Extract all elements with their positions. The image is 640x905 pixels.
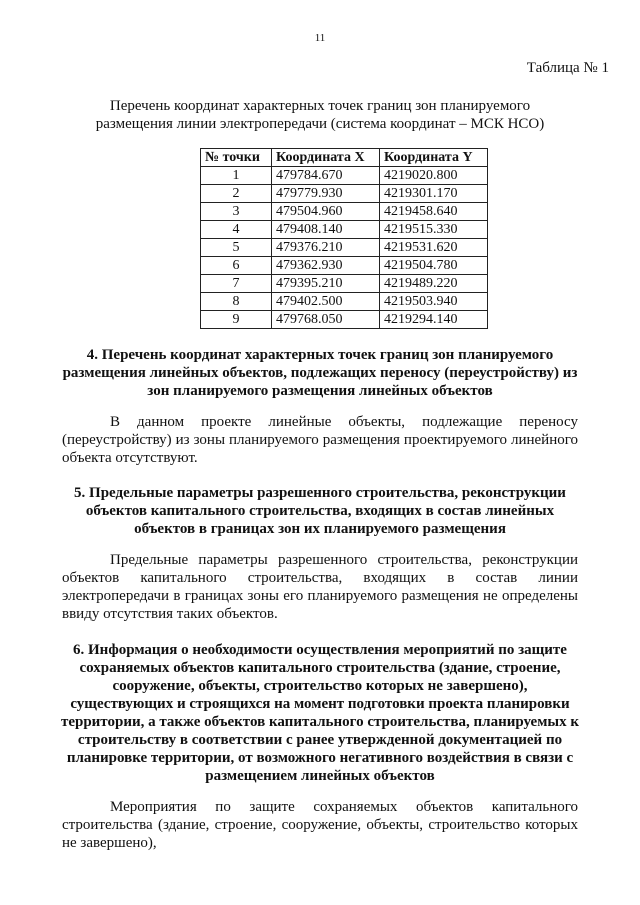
- column-header-y: Координата Y: [380, 149, 488, 167]
- section-5-text: Предельные параметры разрешенного строительства, реконструкции объектов капитального строительства, входящих в состав линии электропередачи в границах зоны его планируемого размещения не определены ввиду отсутствия таких объектов.: [62, 552, 578, 622]
- coordinate-x-cell: 479362.930: [272, 257, 380, 275]
- point-number-cell: 2: [201, 185, 272, 203]
- table-row: [201, 185, 488, 203]
- coordinate-y-cell: 4219489.220: [380, 275, 488, 293]
- table-caption: Таблица № 1: [526, 60, 609, 76]
- coordinate-x-cell: 479784.670: [272, 167, 380, 185]
- point-number-cell: 4: [201, 221, 272, 239]
- table-row: [201, 239, 488, 257]
- section-6-heading: 6. Информация о необходимости осуществления мероприятий по защите сохраняемых объектов капитального строительства (здание, строение, сооружение, объекты, строительство которых не завершено), существующих и строящихся на момент подготовки проекта планировки территории, а также объектов капитального строительства, планируемых к строительству в соответствии с ранее утвержденной документацией по планировке территории, от возможного негативного воздействия в связи с размещением линейных объектов: [60, 642, 580, 784]
- section-6-text: Мероприятия по защите сохраняемых объектов капитального строительства (здание, строение, сооружение, объекты, строительство которых не завершено),: [62, 799, 578, 851]
- column-header-point: № точки: [201, 149, 272, 167]
- coordinate-y-cell: 4219515.330: [380, 221, 488, 239]
- point-number-cell: 7: [201, 275, 272, 293]
- point-number-cell: 9: [201, 311, 272, 329]
- coordinate-x-cell: 479768.050: [272, 311, 380, 329]
- table-row: [201, 293, 488, 311]
- table-header-row: [201, 149, 488, 167]
- coordinate-x-cell: 479376.210: [272, 239, 380, 257]
- table-row: [201, 167, 488, 185]
- section-5-heading: 5. Предельные параметры разрешенного строительства, реконструкции объектов капитального строительства, входящих в состав линейных объектов в границах зон их планируемого размещения: [74, 485, 566, 537]
- coordinate-y-cell: 4219458.640: [380, 203, 488, 221]
- point-number-cell: 1: [201, 167, 272, 185]
- coordinate-y-cell: 4219503.940: [380, 293, 488, 311]
- point-number-cell: 5: [201, 239, 272, 257]
- coordinate-y-cell: 4219294.140: [380, 311, 488, 329]
- coordinate-y-cell: 4219531.620: [380, 239, 488, 257]
- coordinate-x-cell: 479395.210: [272, 275, 380, 293]
- point-number-cell: 6: [201, 257, 272, 275]
- section-4-heading: 4. Перечень координат характерных точек границ зон планируемого размещения линейных объектов, подлежащих переносу (переустройству) из зон планируемого размещения линейных объектов: [62, 347, 578, 399]
- section-4-text: В данном проекте линейные объекты, подлежащие переносу (переустройству) из зоны планируемого размещения проектируемого линейного объекта отсутствуют.: [62, 414, 578, 466]
- point-number-cell: 3: [201, 203, 272, 221]
- coordinate-x-cell: 479779.930: [272, 185, 380, 203]
- table-row: [201, 275, 488, 293]
- page-number: 11: [314, 32, 326, 44]
- coordinate-x-cell: 479402.500: [272, 293, 380, 311]
- table-row: [201, 221, 488, 239]
- table-title: Перечень координат характерных точек границ зон планируемого размещения линии электропередачи (система координат – МСК НСО): [95, 98, 545, 132]
- coordinate-y-cell: 4219020.800: [380, 167, 488, 185]
- coordinate-y-cell: 4219301.170: [380, 185, 488, 203]
- coordinates-table: [200, 148, 488, 329]
- table-row: [201, 203, 488, 221]
- coordinate-y-cell: 4219504.780: [380, 257, 488, 275]
- column-header-x: Координата X: [272, 149, 380, 167]
- coordinate-x-cell: 479408.140: [272, 221, 380, 239]
- table-row: [201, 257, 488, 275]
- point-number-cell: 8: [201, 293, 272, 311]
- coordinate-x-cell: 479504.960: [272, 203, 380, 221]
- table-row: [201, 311, 488, 329]
